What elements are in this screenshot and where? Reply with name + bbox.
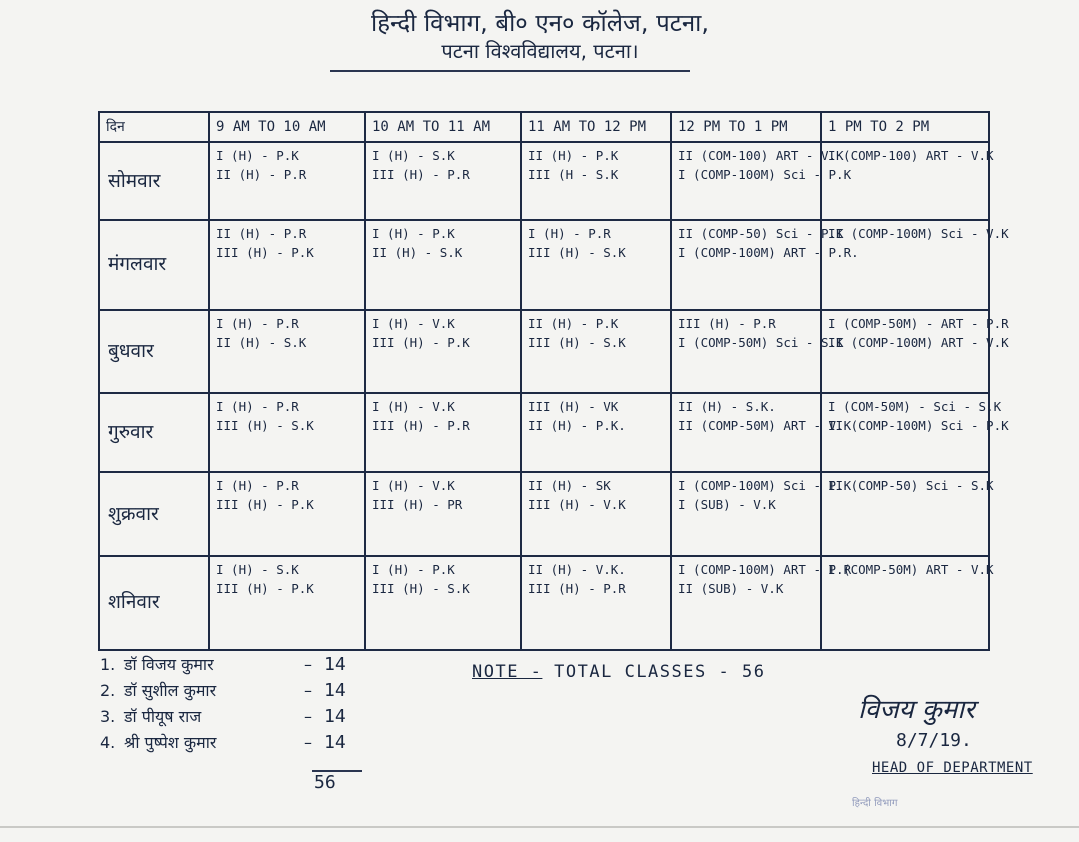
timetable-body bbox=[99, 142, 1009, 650]
faculty-name: डॉ सुशील कुमार bbox=[124, 681, 217, 700]
faculty-number: 3. bbox=[100, 707, 116, 726]
day-label: शुक्रवार bbox=[99, 472, 209, 555]
class-entry: II (H) - P.K. bbox=[528, 418, 626, 434]
class-entry: III (H) - S.K bbox=[372, 580, 470, 596]
timetable-cell bbox=[365, 556, 521, 650]
timetable-cell bbox=[209, 220, 365, 310]
class-entry: III (H) - S.K bbox=[216, 418, 314, 434]
class-entry: III (H) - P.R bbox=[528, 580, 626, 596]
note-value: 56 bbox=[741, 662, 766, 682]
class-entry: I (H) - P.K bbox=[372, 226, 455, 242]
class-entry: III (H) - P.K bbox=[216, 497, 314, 513]
class-entry: III (H - S.K bbox=[528, 167, 619, 182]
class-entry: II (COMP-50) Sci - P.K bbox=[678, 226, 844, 242]
timetable-cell bbox=[365, 142, 521, 220]
separator: – bbox=[304, 655, 312, 674]
day-label: मंगलवार bbox=[99, 220, 209, 310]
total-classes-note bbox=[472, 662, 765, 682]
timetable-cell bbox=[671, 472, 852, 555]
timetable-cell bbox=[671, 310, 844, 393]
faculty-count: 14 bbox=[324, 680, 346, 701]
class-entry: I (H) - P.R bbox=[216, 478, 299, 494]
faculty-name: श्री पुष्पेश कुमार bbox=[124, 733, 217, 752]
day-label: गुरुवार bbox=[99, 393, 209, 472]
timetable-row bbox=[99, 142, 989, 220]
class-entry: III (H) - P.K bbox=[216, 245, 314, 261]
faculty-row bbox=[100, 704, 364, 730]
slot-header: 10 AM TO 11 AM bbox=[365, 112, 521, 142]
class-entry: I (H) - P.R bbox=[528, 226, 611, 242]
faculty-number: 2. bbox=[100, 681, 116, 700]
hod-signature: विजय कुमार bbox=[858, 695, 975, 725]
faculty-number: 4. bbox=[100, 733, 116, 752]
faculty-count: 14 bbox=[324, 706, 346, 727]
timetable-row bbox=[99, 220, 989, 310]
class-entry: I (H) - P.R bbox=[216, 399, 299, 415]
class-entry: II (H) - P.R bbox=[216, 167, 307, 182]
timetable-cell bbox=[209, 393, 365, 472]
slot-header: 1 PM TO 2 PM bbox=[821, 112, 989, 142]
timetable-cell bbox=[209, 310, 365, 393]
faculty-number: 1. bbox=[100, 655, 116, 674]
timetable-cell bbox=[521, 220, 671, 310]
header-underline bbox=[330, 70, 690, 72]
signature-date: 8/7/19. bbox=[896, 730, 972, 751]
hod-title: HEAD OF DEPARTMENT bbox=[872, 760, 1033, 776]
header-line-1: हिन्दी विभाग, बी० एन० कॉलेज, पटना, bbox=[371, 9, 709, 37]
class-entry: I (COMP-100M) ART - P.R bbox=[678, 561, 852, 577]
class-entry: II (H) - P.K bbox=[528, 148, 619, 163]
class-entry: II (SUB) - V.K bbox=[678, 580, 784, 596]
timetable-cell bbox=[365, 393, 521, 472]
faculty-row bbox=[100, 652, 364, 678]
class-entry: III (H) - P.K bbox=[216, 580, 314, 596]
timetable-cell bbox=[365, 220, 521, 310]
timetable-row bbox=[99, 556, 989, 650]
faculty-list bbox=[100, 652, 364, 756]
class-entry: II (COMP-50) Sci - S.K bbox=[828, 478, 994, 494]
timetable-cell bbox=[821, 310, 1009, 393]
faculty-count: 14 bbox=[324, 654, 346, 675]
timetable-cell bbox=[521, 556, 671, 650]
class-entry: III (H) - P.R bbox=[372, 418, 470, 434]
class-entry: II (H) - S.K bbox=[372, 245, 463, 261]
faculty-name: डॉ पीयूष राज bbox=[124, 707, 202, 726]
class-entry: III (H) - P.R bbox=[372, 167, 470, 182]
timetable-cell bbox=[821, 393, 1009, 472]
separator: – bbox=[304, 733, 312, 752]
corner-header: दिन bbox=[99, 112, 209, 142]
class-entry: II (COMP-50M) ART - V.K bbox=[678, 418, 852, 434]
timetable-cell bbox=[521, 393, 671, 472]
class-entry: III (H) - VK bbox=[528, 399, 619, 415]
class-entry: I (H) - V.K bbox=[372, 315, 455, 331]
class-entry: I (H) - S.K bbox=[372, 148, 455, 163]
note-text: TOTAL CLASSES - bbox=[554, 662, 731, 682]
class-entry: I (H) - V.K bbox=[372, 399, 455, 415]
day-label: बुधवार bbox=[99, 310, 209, 393]
timetable-cell bbox=[365, 472, 521, 555]
class-entry: I (H) - S.K bbox=[216, 561, 299, 577]
class-entry: I (H) - V.K bbox=[372, 478, 455, 494]
class-entry: II (COMP-100M) ART - V.K bbox=[828, 334, 1009, 350]
document-header bbox=[260, 8, 820, 64]
faculty-total: 56 bbox=[314, 772, 336, 793]
class-entry: I (COMP-100M) Sci - P.K bbox=[678, 167, 852, 182]
class-entry: I (COMP-50M) Sci - S.K bbox=[678, 334, 844, 350]
separator: – bbox=[304, 681, 312, 700]
page-edge-line bbox=[0, 826, 1079, 828]
class-entry: II (H) - P.K bbox=[528, 315, 619, 331]
class-entry: I (H) - P.R bbox=[216, 315, 299, 331]
day-label: शनिवार bbox=[99, 556, 209, 650]
class-entry: II (H) - S.K bbox=[216, 334, 307, 350]
timetable-cell bbox=[209, 556, 365, 650]
timetable-cell bbox=[521, 310, 671, 393]
class-entry: II (H) - P.R bbox=[216, 226, 307, 242]
faculty-count: 14 bbox=[324, 732, 346, 753]
timetable-header-row bbox=[99, 112, 989, 142]
timetable-cell bbox=[521, 142, 671, 220]
class-entry: I (COM-50M) - Sci - S.K bbox=[828, 399, 1002, 415]
class-entry: I (H) - P.K bbox=[372, 561, 455, 577]
class-entry: III (H) - P.K bbox=[372, 334, 470, 350]
timetable-cell bbox=[821, 472, 994, 555]
class-entry: I (SUB) - V.K bbox=[678, 497, 776, 513]
class-timetable bbox=[98, 111, 1009, 651]
class-entry: II (COMP-100M) Sci - V.K bbox=[828, 226, 1009, 242]
day-label: सोमवार bbox=[99, 142, 209, 220]
class-entry: III (H) - S.K bbox=[528, 334, 626, 350]
department-stamp: हिन्दी विभाग bbox=[852, 798, 898, 809]
header-line-2: पटना विश्वविद्यालय, पटना। bbox=[441, 39, 639, 63]
timetable-row bbox=[99, 472, 989, 555]
timetable-cell bbox=[671, 393, 852, 472]
faculty-name: डॉ विजय कुमार bbox=[124, 655, 214, 674]
timetable-cell bbox=[209, 472, 365, 555]
timetable-cell bbox=[671, 220, 859, 310]
class-entry: II (H) - S.K. bbox=[678, 399, 776, 415]
separator: – bbox=[304, 707, 312, 726]
class-entry: I (COMP-100M) Sci - P.K bbox=[678, 478, 852, 494]
class-entry: III (H) - S.K bbox=[528, 245, 626, 261]
timetable-cell bbox=[209, 142, 365, 220]
timetable-cell bbox=[671, 556, 852, 650]
class-entry: I (COMP-50M) - ART - P.R bbox=[828, 315, 1009, 331]
class-entry: III (H) - V.K bbox=[528, 497, 626, 513]
class-entry: I (COMP-100) ART - V.K bbox=[828, 148, 994, 163]
timetable-cell bbox=[521, 472, 671, 555]
note-label: NOTE - bbox=[472, 662, 543, 682]
class-entry: II (COM-100) ART - V.K bbox=[678, 148, 844, 163]
timetable-cell bbox=[365, 310, 521, 393]
slot-header: 11 AM TO 12 PM bbox=[521, 112, 671, 142]
class-entry: II (H) - SK bbox=[528, 478, 611, 494]
slot-header: 12 PM TO 1 PM bbox=[671, 112, 821, 142]
timetable-row bbox=[99, 393, 989, 472]
timetable-cell bbox=[671, 142, 852, 220]
timetable-row bbox=[99, 310, 989, 393]
timetable-cell bbox=[821, 556, 994, 650]
class-entry: II (COMP-100M) Sci - P.K bbox=[828, 418, 1009, 434]
timetable-cell bbox=[821, 220, 1009, 310]
faculty-row bbox=[100, 730, 364, 756]
class-entry: I (COMP-50M) ART - V.K bbox=[828, 561, 994, 577]
class-entry: I (COMP-100M) ART - P.R. bbox=[678, 245, 859, 261]
faculty-row bbox=[100, 678, 364, 704]
class-entry: II (H) - V.K. bbox=[528, 561, 626, 577]
class-entry: I (H) - P.K bbox=[216, 148, 299, 163]
class-entry: III (H) - PR bbox=[372, 497, 463, 513]
class-entry: III (H) - P.R bbox=[678, 315, 776, 331]
slot-header: 9 AM TO 10 AM bbox=[209, 112, 365, 142]
